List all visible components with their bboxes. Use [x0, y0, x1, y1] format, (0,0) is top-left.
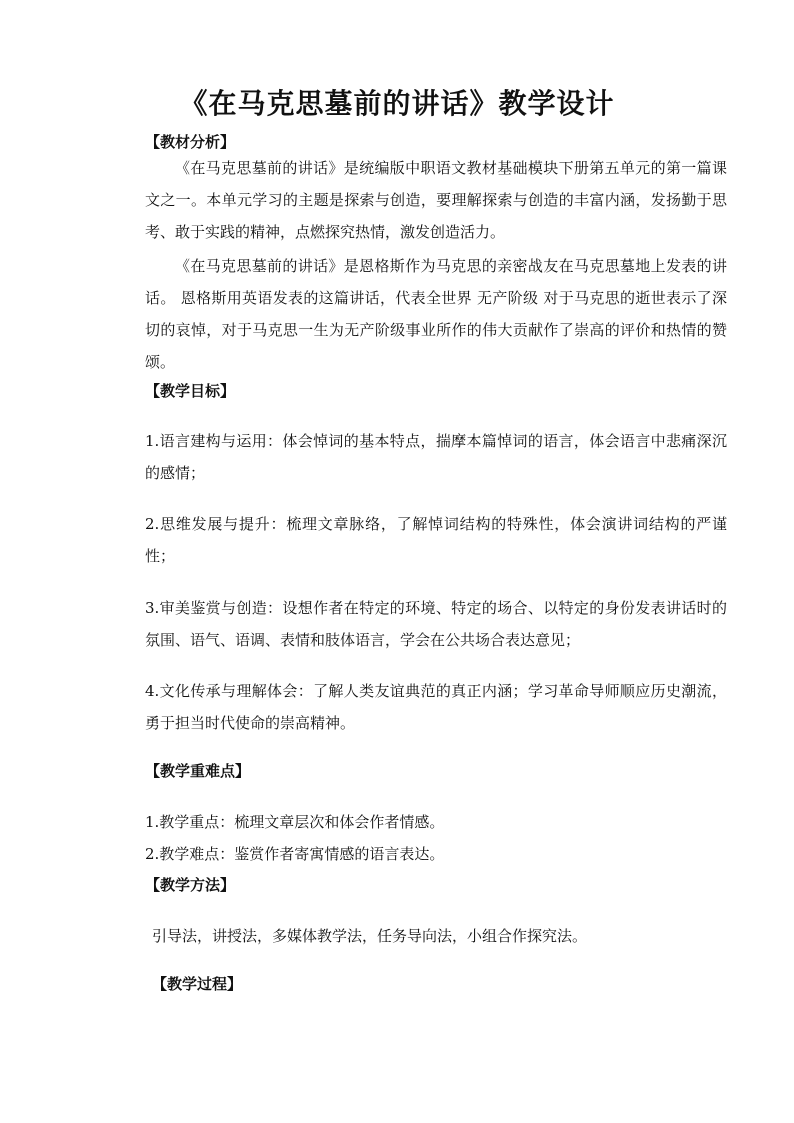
key-point-item-1: 1.教学重点：梳理文章层次和体会作者情感。: [145, 813, 445, 831]
objective-item-4: 4.文化传承与理解体会：了解人类友谊典范的真正内涵；学习革命导师顺应历史潮流，勇于担当时代使命的崇高精神。: [145, 682, 727, 732]
methods-text: 引导法，讲授法，多媒体教学法，任务导向法，小组合作探究法。: [152, 927, 588, 945]
key-point-item-2: 2.教学难点：鉴赏作者寄寓情感的语言表达。: [145, 845, 445, 863]
objective-item-2: 2.思维发展与提升：梳理文章脉络，了解悼词结构的特殊性，体会演讲词结构的严谨性；: [145, 515, 727, 565]
material-analysis-paragraph-1: 《在马克思墓前的讲话》是统编版中职语文教材基础模块下册第五单元的第一篇课文之一。本单元学习的主题是探索与创造，要理解探索与创造的丰富内涵，发扬勤于思考、敢于实践的精神，点燃探究热情，激发创造活力。: [145, 159, 727, 241]
document-title: 《在马克思墓前的讲话》教学设计: [179, 87, 615, 120]
material-analysis-paragraph-2: 《在马克思墓前的讲话》是恩格斯作为马克思的亲密战友在马克思墓地上发表的讲话。 恩格斯用英语发表的这篇讲话，代表全世界 无产阶级 对于马克思的逝世表示了深切的哀悼，对于马克思一生为无产阶级事业所作的伟大贡献作了崇高的评价和热情的赞颂。: [145, 257, 727, 371]
heading-key-points: 【教学重难点】: [145, 762, 251, 780]
heading-objectives: 【教学目标】: [145, 382, 236, 400]
heading-process: 【教学过程】: [152, 975, 243, 993]
objective-item-3: 3.审美鉴赏与创造：设想作者在特定的环境、特定的场合、以特定的身份发表讲话时的氛围、语气、语调、表情和肢体语言，学会在公共场合表达意见；: [145, 599, 727, 649]
objective-item-1: 1.语言建构与运用：体会悼词的基本特点，揣摩本篇悼词的语言，体会语言中悲痛深沉的感情；: [145, 432, 727, 482]
heading-methods: 【教学方法】: [145, 876, 236, 894]
heading-material-analysis: 【教材分析】: [145, 133, 236, 151]
